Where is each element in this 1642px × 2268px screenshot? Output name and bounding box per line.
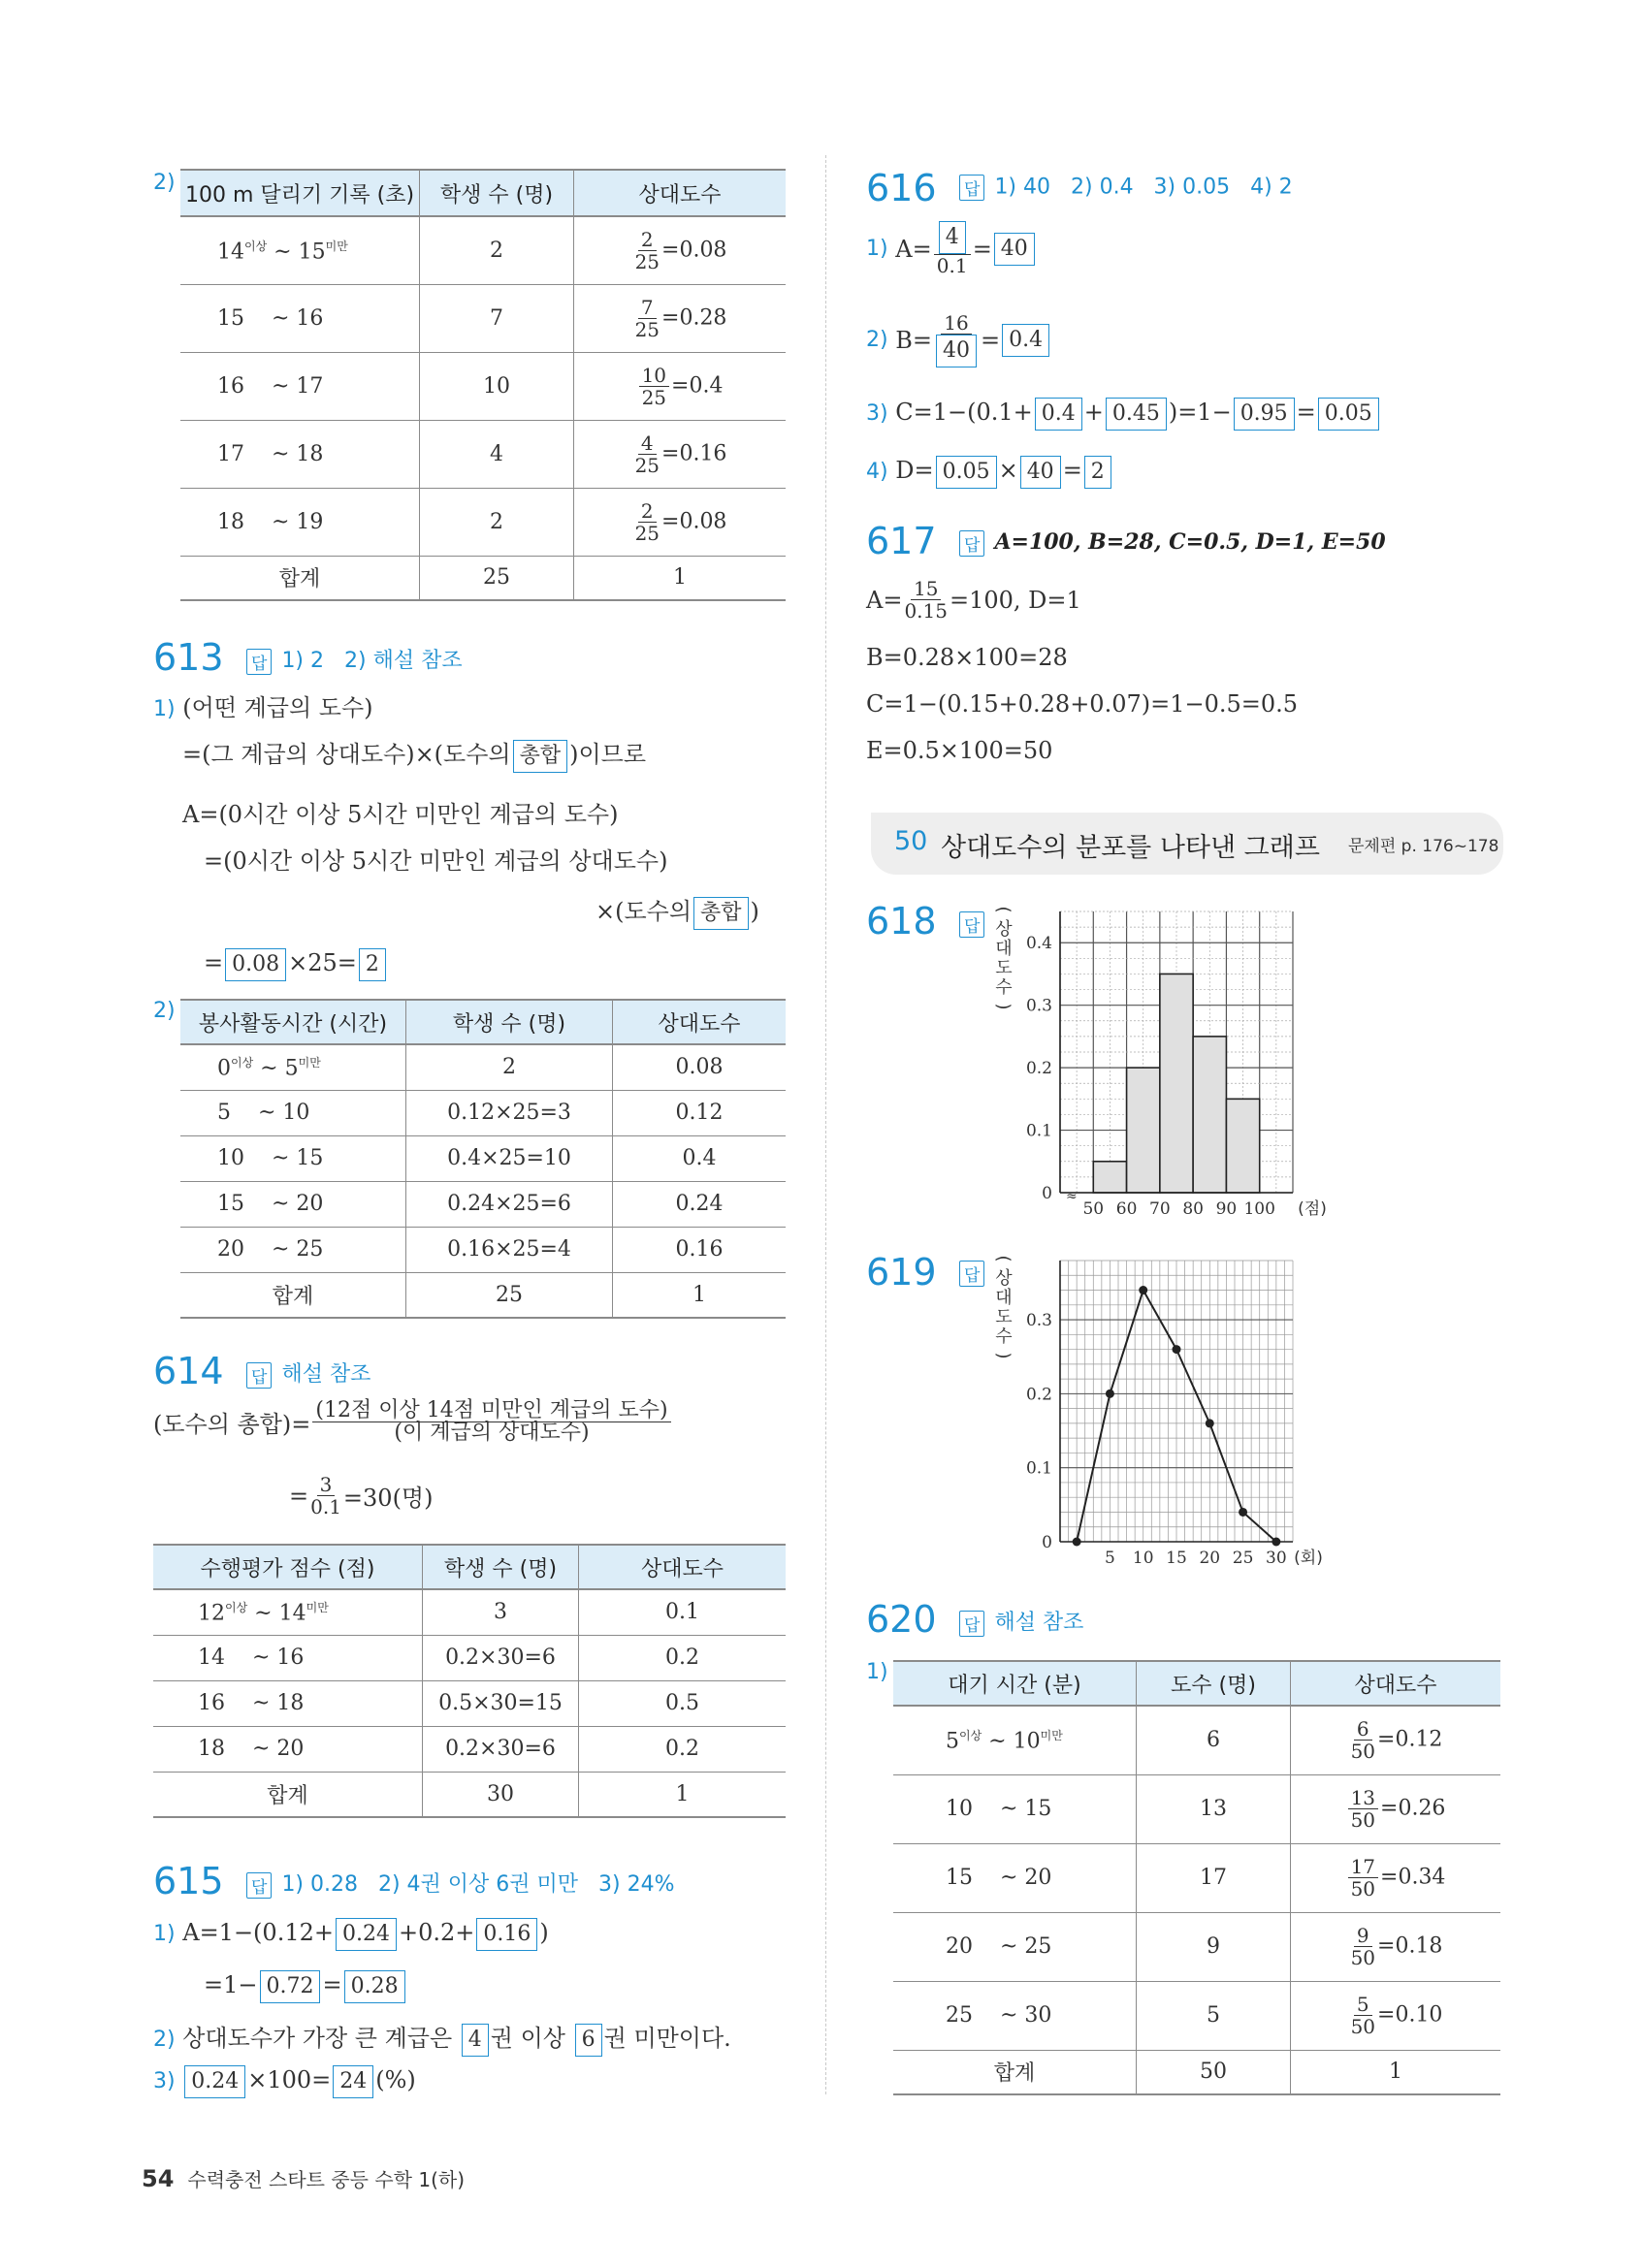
data-point (1272, 1538, 1280, 1547)
table-row: 18 ~ 19 2 $\frac{2}{25}$ =0.08 (180, 488, 786, 556)
class-upper: 19 (296, 509, 324, 534)
x-axis-label: (점) (1298, 1199, 1327, 1219)
table-row: 14 ~ 16 0.2×30=6 0.2 (153, 1635, 786, 1680)
x-axis-label: (회) (1294, 1549, 1323, 1568)
col-header: 학생 수 (명) (423, 1545, 579, 1589)
x-tick-label: 20 (1199, 1549, 1221, 1568)
histogram-bar (1127, 1068, 1160, 1193)
isang-label: 이상 (231, 1056, 254, 1070)
problem-number: 614 (153, 1350, 224, 1392)
solution-line: 3) C=1−(0.1+ 0.4 + 0.45 )=1− 0.95 = 0.05 (866, 398, 1381, 431)
y-tick-label: 0.3 (1025, 996, 1052, 1016)
answer-badge: 답 (959, 1261, 984, 1287)
total-row: 합계 25 1 (180, 1272, 786, 1318)
table-row: 5 ~ 10 0.12×25=3 0.12 (180, 1090, 786, 1135)
solution-line: (도수의 총합)= $\frac{\text{(12점 이상 14점 미만인 계급의 도수)}}{\text{(이 계급의 상대도수)}}$ (153, 1400, 673, 1444)
class-upper: 15 (296, 1146, 324, 1170)
answer-box: 총합 (693, 897, 749, 930)
histogram-bar (1160, 974, 1193, 1193)
table-row: 18 ~ 20 0.2×30=6 0.2 (153, 1726, 786, 1772)
table-row: 17 ~ 18 4 $\frac{4}{25}$ =0.16 (180, 420, 786, 488)
problem-number: 616 (866, 167, 937, 209)
class-upper: 16 (276, 1645, 305, 1670)
answer-badge: 답 (246, 1362, 272, 1389)
problem-number: 619 (866, 1251, 937, 1294)
class-lower: 18 (198, 1737, 225, 1761)
class-upper: 17 (296, 373, 324, 399)
class-lower: 20 (946, 1934, 973, 1959)
class-lower: 12 (198, 1601, 225, 1626)
class-lower: 5 (946, 1729, 959, 1754)
class-upper: 15 (298, 239, 326, 264)
class-lower: 16 (198, 1691, 225, 1715)
col-header: 100 m 달리기 기록 (초) (180, 170, 420, 216)
y-axis-label-char: 대 (995, 1288, 1013, 1308)
class-upper: 18 (296, 441, 324, 466)
data-point (1239, 1508, 1247, 1517)
y-axis-label-char: ( (993, 906, 1014, 913)
section-ref: 문제편 p. 176~178 (1348, 837, 1499, 856)
class-upper: 16 (296, 305, 324, 331)
solution-line: E=0.5×100=50 (866, 737, 1053, 764)
class-lower: 10 (217, 1146, 244, 1170)
table-row: 10 ~ 15 13 $\frac{13}{50}$ =0.26 (893, 1774, 1500, 1843)
table-100m-record (180, 169, 786, 601)
table-row: 16 ~ 18 0.5×30=15 0.5 (153, 1680, 786, 1726)
histogram-bar (1226, 1099, 1259, 1193)
answer-2: 2) 해설 참조 (344, 649, 463, 673)
isang-label: 이상 (225, 1601, 248, 1615)
answer-box: 2 (359, 948, 386, 981)
isang-label: 이상 (959, 1729, 982, 1743)
x-tick-label: 50 (1082, 1199, 1105, 1219)
y-tick-label: 0 (1042, 1184, 1052, 1203)
data-point (1106, 1390, 1114, 1398)
solution-line: 2) B= $\frac{16}{40}$ = 0.4 (866, 312, 1051, 367)
table-row: $12^{이상}$ ~ $14^{미만}$ 3 0.1 (153, 1589, 786, 1635)
answer-line: 답 해설 참조 (959, 1606, 1083, 1637)
class-lower: 16 (217, 373, 244, 399)
class-upper: 25 (296, 1237, 324, 1262)
class-lower: 15 (217, 305, 244, 331)
solution-line: 1) (어떤 계급의 도수) (153, 694, 373, 721)
histogram-chart (992, 902, 1327, 1231)
answer-line (246, 1868, 675, 1899)
solution-line: A= $\frac{15}{0.15}$ =100, D=1 (866, 577, 1081, 623)
table-row: 16 ~ 17 10 $\frac{10}{25}$ =0.4 (180, 352, 786, 420)
table-row: 20 ~ 25 9 $\frac{9}{50}$ =0.18 (893, 1912, 1500, 1981)
table-row: 15 ~ 20 17 $\frac{17}{50}$ =0.34 (893, 1843, 1500, 1912)
col-header: 상대도수 (1291, 1661, 1501, 1706)
answer-1: 1) 2 (281, 649, 325, 673)
book-title: 수력충전 스타트 중등 수학 1(하) (187, 2168, 466, 2191)
col-header: 상대도수 (613, 1000, 787, 1044)
table-row: 20 ~ 25 0.16×25=4 0.16 (180, 1227, 786, 1272)
y-tick-label: 0.4 (1025, 934, 1052, 954)
solution-line: 1) A= $\frac{4}{0.1}$ = 40 (866, 221, 1037, 276)
col-header: 상대도수 (579, 1545, 787, 1589)
solution-line: = $\frac{3}{0.1}$ =30(명) (289, 1473, 434, 1518)
problem-number: 620 (866, 1598, 937, 1641)
class-upper: 20 (1024, 1866, 1052, 1890)
class-lower: 0 (217, 1056, 231, 1081)
answer-line: 답 1) 40 2) 0.4 3) 0.05 4) 2 (959, 175, 1293, 201)
y-axis-label-char: ) (993, 1003, 1014, 1010)
y-axis-label-char: ) (993, 1352, 1014, 1359)
x-tick-label: 10 (1132, 1549, 1154, 1568)
solution-line: =(그 계급의 상대도수)×(도수의 총합 )이므로 (182, 735, 646, 773)
table-row: $5^{이상}$ ~ $10^{미만}$ 6 $\frac{6}{50}$ =0.12 (893, 1706, 1500, 1774)
line-chart (992, 1251, 1323, 1581)
y-tick-label: 0.2 (1025, 1059, 1052, 1079)
y-axis-label-char: 대 (995, 939, 1013, 959)
data-point (1139, 1286, 1147, 1294)
page-footer (142, 2164, 465, 2192)
data-point (1206, 1419, 1214, 1427)
class-lower: 5 (217, 1101, 231, 1125)
section-number: 50 (894, 826, 928, 856)
total-row: 합계 30 1 (153, 1772, 786, 1817)
class-upper: 14 (278, 1601, 306, 1626)
class-upper: 25 (1024, 1934, 1052, 1959)
table-row: 15 ~ 20 0.24×25=6 0.24 (180, 1181, 786, 1227)
answer: 해설 참조 (281, 1362, 371, 1387)
x-tick-label: 15 (1166, 1549, 1187, 1568)
problem-number: 618 (866, 900, 937, 942)
page-number: 54 (142, 2165, 175, 2192)
col-header: 학생 수 (명) (406, 1000, 613, 1044)
class-lower: 10 (946, 1797, 973, 1821)
answer-2: 2) 4권 이상 6권 미만 (377, 1872, 579, 1897)
class-upper: 20 (276, 1737, 305, 1761)
col-header: 도수 (명) (1137, 1661, 1291, 1706)
problem-number: 615 (153, 1860, 224, 1902)
class-upper: 10 (282, 1101, 310, 1125)
column-divider (825, 155, 826, 2094)
x-tick-label: 100 (1243, 1199, 1275, 1219)
solution-line: C=1−(0.15+0.28+0.07)=1−0.5=0.5 (866, 690, 1299, 718)
data-point (1073, 1538, 1081, 1547)
solution-line: 2) 상대도수가 가장 큰 계급은 4 권 이상 6 권 미만이다. (153, 2019, 731, 2057)
histogram-bar (1193, 1037, 1226, 1193)
miman-label: 미만 (1040, 1729, 1063, 1743)
solution-line: B=0.28×100=28 (866, 644, 1068, 671)
answer-badge: 답 (246, 1872, 272, 1899)
class-lower: 14 (198, 1645, 225, 1670)
solution-line: 4) D= 0.05 × 40 = 2 (866, 456, 1113, 489)
x-tick-label: 30 (1266, 1549, 1287, 1568)
answer-line: 답 A=100, B=28, C=0.5, D=1, E=50 (959, 529, 1386, 557)
miman-label: 미만 (306, 1601, 329, 1615)
answer-badge: 답 (246, 649, 272, 675)
answer-badge: 답 (959, 911, 984, 938)
x-tick-label: 60 (1115, 1199, 1138, 1219)
class-lower: 15 (217, 1192, 244, 1216)
col-header: 상대도수 (574, 170, 787, 216)
solution-line: A=(0시간 이상 5시간 미만인 계급의 도수) (182, 801, 619, 828)
solution-line: =(0시간 이상 5시간 미만인 계급의 상대도수) (204, 847, 668, 875)
class-upper: 18 (276, 1691, 305, 1715)
table2-label: 2) (153, 999, 176, 1023)
y-tick-label: 0.1 (1025, 1121, 1052, 1141)
section-title: 상대도수의 분포를 나타낸 그래프 (941, 833, 1320, 863)
col-header: 대기 시간 (분) (893, 1661, 1137, 1706)
miman-label: 미만 (325, 239, 348, 253)
class-upper: 10 (1013, 1729, 1041, 1754)
axis-break-icon: ≈ (1066, 1189, 1078, 1204)
y-axis-label-char: 도 (995, 1307, 1013, 1327)
answer-line (246, 644, 463, 675)
y-axis-label-char: 상 (995, 919, 1013, 940)
miman-label: 미만 (298, 1056, 321, 1070)
table-volunteer-hours (180, 999, 786, 1319)
total-row: 합계 50 1 (893, 2050, 1500, 2094)
class-lower: 20 (217, 1237, 244, 1262)
x-tick-label: 70 (1149, 1199, 1171, 1219)
table4-label: 1) (866, 1660, 888, 1684)
y-axis-label-char: 수 (995, 977, 1013, 998)
table-row: 25 ~ 30 5 $\frac{5}{50}$ =0.10 (893, 1981, 1500, 2050)
class-upper: 15 (1024, 1797, 1052, 1821)
class-lower: 25 (946, 2003, 973, 2028)
col-header: 수행평가 점수 (점) (153, 1545, 423, 1589)
table-row: $0^{이상}$ ~ $5^{미만}$ 2 0.08 (180, 1044, 786, 1090)
x-tick-label: 25 (1232, 1549, 1254, 1568)
problem-number: 613 (153, 636, 224, 679)
y-axis-label-char: 도 (995, 958, 1013, 978)
y-axis-label-char: 수 (995, 1326, 1013, 1347)
answer-3: 3) 24% (598, 1872, 675, 1897)
isang-label: 이상 (244, 239, 268, 253)
table-row: 15 ~ 16 7 $\frac{7}{25}$ =0.28 (180, 284, 786, 352)
table1-label: 2) (153, 171, 176, 195)
solution-line: = 0.08 ×25= 2 (204, 948, 388, 981)
y-axis-label-char: ( (993, 1255, 1014, 1262)
section-header (871, 813, 1503, 875)
answer-1: 1) 0.28 (281, 1872, 358, 1897)
table-performance-score (153, 1544, 786, 1818)
col-header: 학생 수 (명) (420, 170, 574, 216)
class-upper: 5 (284, 1056, 299, 1081)
class-upper: 20 (296, 1192, 324, 1216)
y-tick-label: 0 (1042, 1533, 1052, 1552)
table-row: 10 ~ 15 0.4×25=10 0.4 (180, 1135, 786, 1181)
y-tick-label: 0.3 (1025, 1311, 1052, 1331)
table-row: $14^{이상}$ ~ $15^{미만}$ 2 $\frac{2}{25}$ =0.08 (180, 216, 786, 284)
x-tick-label: 80 (1182, 1199, 1204, 1219)
class-lower: 15 (946, 1866, 973, 1890)
y-axis-label-char: 상 (995, 1268, 1013, 1289)
class-lower: 17 (217, 441, 244, 466)
y-tick-label: 0.1 (1025, 1458, 1052, 1479)
problem-number: 617 (866, 520, 937, 562)
solution-line: =1− 0.72 = 0.28 (204, 1970, 407, 2003)
total-row: 합계 25 1 (180, 556, 786, 600)
x-tick-label: 90 (1215, 1199, 1238, 1219)
histogram-bar (1093, 1162, 1126, 1193)
col-header: 봉사활동시간 (시간) (180, 1000, 406, 1044)
solution-line: 3) 0.24 ×100= 24 (%) (153, 2065, 416, 2098)
class-lower: 18 (217, 509, 244, 534)
class-lower: 14 (217, 239, 244, 264)
table-waiting-time (893, 1660, 1500, 2095)
solution-line: 1) A=1−(0.12+ 0.24 +0.2+ 0.16 ) (153, 1918, 549, 1951)
solution-line: ×(도수의 총합 ) (596, 892, 759, 930)
answer-line (246, 1358, 370, 1389)
y-tick-label: 0.2 (1025, 1385, 1052, 1405)
answer-box: 총합 (513, 740, 568, 773)
x-tick-label: 5 (1105, 1549, 1115, 1568)
data-point (1173, 1345, 1181, 1354)
answer-box: 0.08 (225, 948, 286, 981)
class-upper: 30 (1024, 2003, 1052, 2028)
